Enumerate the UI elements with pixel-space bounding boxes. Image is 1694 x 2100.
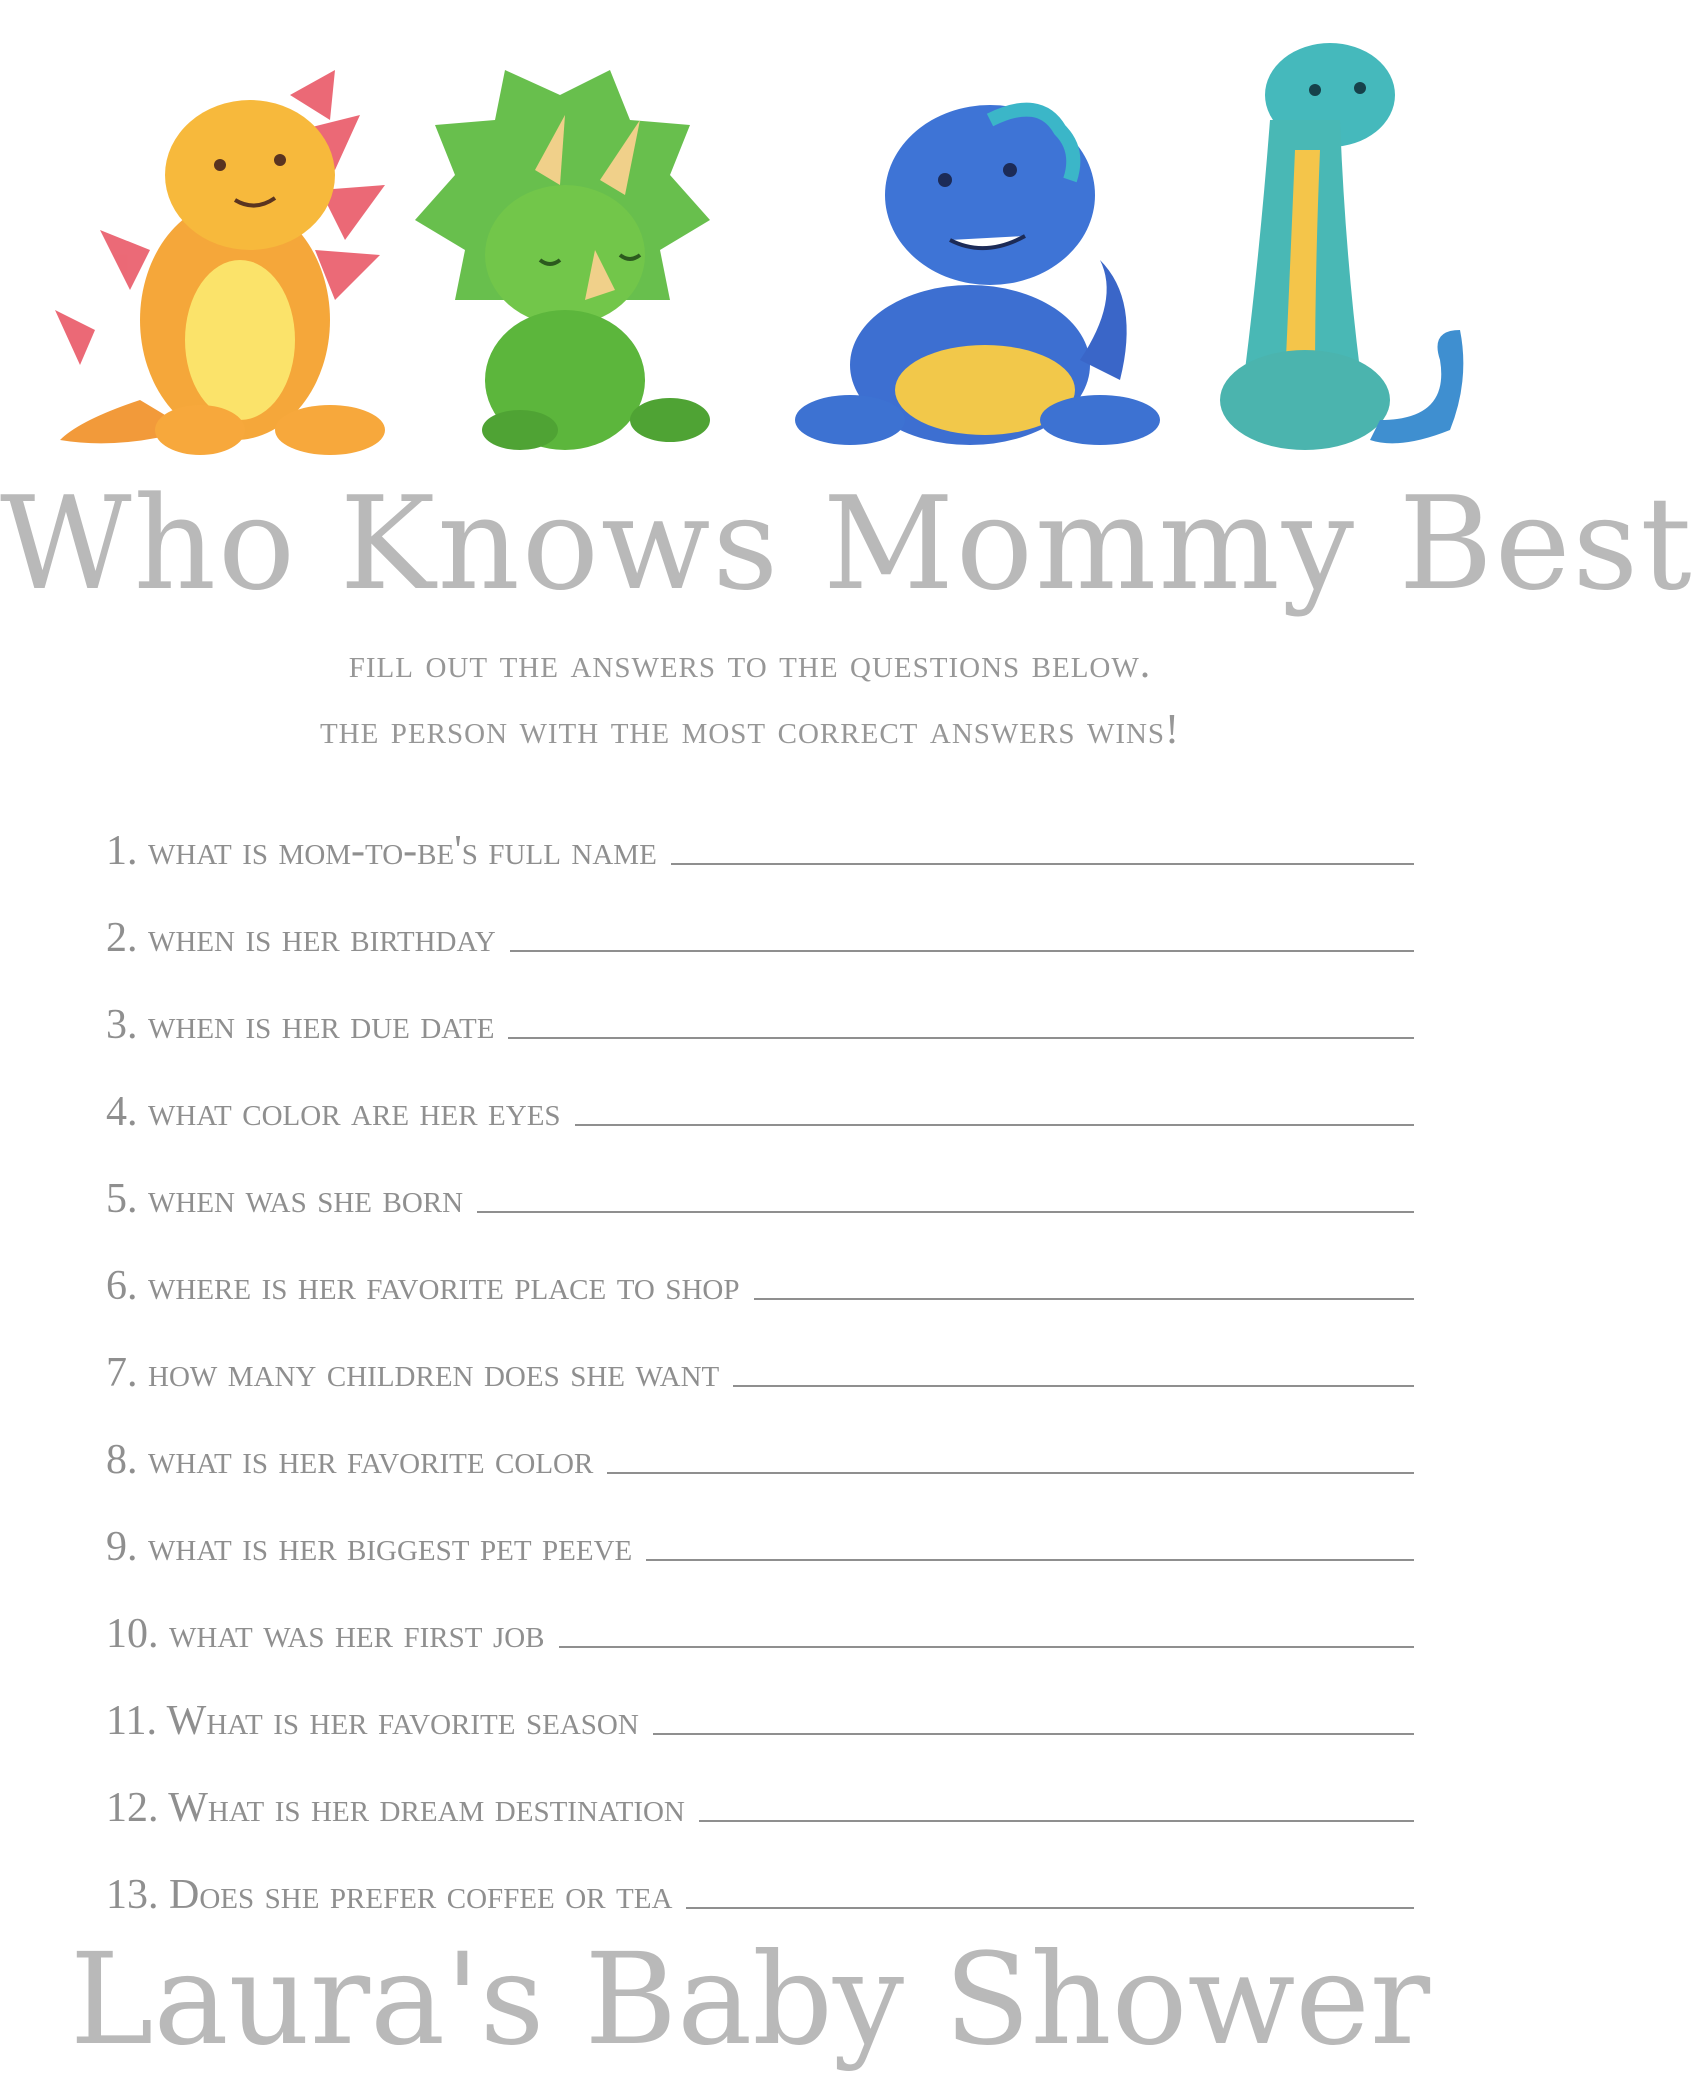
question-row (106, 964, 1414, 1051)
question-text: 5. when was she born (106, 1176, 464, 1222)
answer-line[interactable] (646, 1559, 1414, 1561)
answer-line[interactable] (510, 950, 1414, 952)
question-text: 8. what is her favorite color (106, 1437, 594, 1483)
question-row (106, 877, 1414, 964)
question-row (106, 1660, 1414, 1747)
question-row (106, 1051, 1414, 1138)
answer-line[interactable] (575, 1124, 1414, 1126)
green-triceratops-icon (415, 70, 710, 450)
question-text: 9. what is her biggest pet peeve (106, 1524, 633, 1570)
answer-line[interactable] (607, 1472, 1414, 1474)
question-list (106, 790, 1414, 1921)
question-row (106, 1573, 1414, 1660)
question-text: 3. when is her due date (106, 1002, 495, 1048)
question-text: 13. Does she prefer coffee or tea (106, 1872, 673, 1918)
teal-brontosaurus-icon (1220, 43, 1463, 450)
question-text: 12. What is her dream destination (106, 1785, 685, 1831)
question-row (106, 1225, 1414, 1312)
question-text: 2. when is her birthday (106, 915, 496, 961)
question-row (106, 1486, 1414, 1573)
question-row (106, 1312, 1414, 1399)
question-text: 10. what was her first job (106, 1611, 545, 1657)
answer-line[interactable] (559, 1646, 1414, 1648)
answer-line[interactable] (733, 1385, 1414, 1387)
instructions-line-1: fill out the answers to the questions below. (348, 641, 1152, 687)
instructions-line-2: the person with the most correct answers wins! (319, 707, 1181, 753)
dinosaur-illustrations (0, 0, 1500, 480)
answer-line[interactable] (671, 863, 1414, 865)
answer-line[interactable] (508, 1037, 1414, 1039)
answer-line[interactable] (699, 1820, 1414, 1822)
answer-line[interactable] (477, 1211, 1414, 1213)
question-text: 4. what color are her eyes (106, 1089, 561, 1135)
blue-trex-icon (795, 105, 1160, 445)
question-row (106, 1138, 1414, 1225)
orange-stegosaurus-icon (55, 70, 385, 455)
answer-line[interactable] (754, 1298, 1415, 1300)
footer-title: Laura's Baby Shower (69, 1926, 1431, 2073)
question-row (106, 1747, 1414, 1834)
page-title: Who Knows Mommy Best (0, 470, 1694, 619)
question-row (106, 1399, 1414, 1486)
question-text: 6. where is her favorite place to shop (106, 1263, 740, 1309)
question-row (106, 1834, 1414, 1921)
answer-line[interactable] (653, 1733, 1414, 1735)
question-row (106, 790, 1414, 877)
question-text: 11. What is her favorite season (106, 1698, 639, 1744)
question-text: 1. what is mom-to-be's full name (106, 828, 657, 874)
answer-line[interactable] (686, 1907, 1414, 1909)
question-text: 7. how many children does she want (106, 1350, 720, 1396)
